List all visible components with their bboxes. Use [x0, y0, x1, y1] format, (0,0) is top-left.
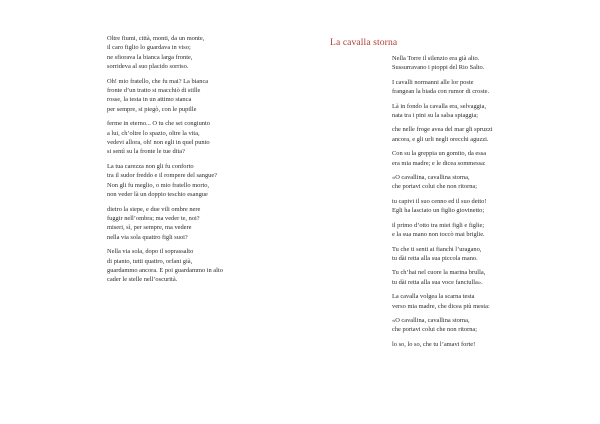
verse-line: lo so, lo so, che tu l’amavi forte! [392, 340, 476, 348]
verse-line: nata tra i pini su la salsa spiaggia; [392, 112, 479, 120]
stanza [392, 340, 592, 349]
right-poem-text [392, 54, 592, 354]
stanza [107, 77, 297, 115]
stanza [392, 102, 592, 121]
stanza [392, 316, 592, 335]
verse-line: Con su la greppia un gomito, da essa [392, 150, 487, 158]
verse-line: non veder là un doppio teschio esangue [107, 191, 208, 199]
verse-line: che portavi colui che non ritorna; [392, 183, 478, 191]
stanza [392, 245, 592, 264]
verse-line: fuggir nell’ombra; ma veder te, noi? [107, 214, 200, 222]
verse-line: tu dài retta alla sua voce fanciulla». [392, 278, 483, 286]
verse-line: che nelle froge avea del mar gli spruzzi [392, 126, 493, 134]
verse-line: tu capivi il suo cenno ed il suo detto! [392, 197, 487, 205]
verse-line: La cavalla volgea la scarna testa [392, 293, 475, 301]
verse-line: nella via sola quattro figli suoi? [107, 233, 188, 241]
verse-line: Oh! mio fratello, che fu mai? La bianca [107, 77, 209, 85]
left-poem-text [107, 34, 297, 290]
verse-line: il primo d’otto tra miei figli e figlie; [392, 221, 485, 229]
verse-line: era mia madre; e le dicea sommessa: [392, 159, 486, 167]
verse-line: Sussurravano i pioppi del Rio Salto. [392, 64, 485, 72]
stanza [392, 78, 592, 97]
verse-line: dietro la siepe, e due vili ombre nere [107, 205, 201, 213]
verse-line: I cavalli normanni alle lor poste [392, 78, 474, 86]
stanza [392, 292, 592, 311]
verse-line: ancora, e gli urli negli orecchi aguzzi. [392, 135, 489, 143]
stanza [107, 34, 297, 72]
verse-line: cader le stelle nell’oscurità. [107, 276, 178, 284]
stanza [392, 125, 592, 144]
verse-line: si sentì su la fronte le tue dita? [107, 148, 185, 156]
verse-line: guardammo ancora. E poi guardammo in alto [107, 266, 223, 274]
verse-line: Là in fondo la cavalla era, selvaggia, [392, 102, 487, 110]
stanza [392, 149, 592, 168]
stanza [392, 197, 592, 216]
poem-title: La cavalla storna [330, 37, 398, 48]
stanza [107, 205, 297, 243]
verse-line: «O cavallina, cavallina storna, [392, 174, 470, 182]
verse-line: vedevi allora, oh! non egli in quel punto [107, 139, 210, 147]
verse-line: sorrideva al suo placido sorriso. [107, 63, 189, 71]
verse-line: «O cavallina, cavallina storna, [392, 316, 470, 324]
verse-line: tra il sudor freddo e il rompere del sangue? [107, 172, 218, 180]
stanza [392, 221, 592, 240]
verse-line: Egli ha lasciato un figlio giovinetto; [392, 207, 485, 215]
verse-line: che portavi colui che non ritorna; [392, 326, 478, 334]
stanza [107, 119, 297, 157]
stanza [392, 173, 592, 192]
verse-line: e la sua mano non toccò mai briglie. [392, 231, 485, 239]
verse-line: il caro figlio lo guardava in viso; [107, 44, 191, 52]
verse-line: per sempre, si piegò, con le pupille [107, 105, 197, 113]
verse-line: fronte d’un tratto si macchiò di stille [107, 87, 201, 95]
verse-line: tu dài retta alla sua piccola mano. [392, 254, 478, 262]
verse-line: miseri, sì, per sempre, ma vedere [107, 224, 192, 232]
stanza [107, 162, 297, 200]
verse-line: ne sfiorava la bianca larga fronte, [107, 53, 193, 61]
verse-line: ferme in eterno... O tu che sei congiunto [107, 120, 210, 128]
verse-line: Nella via sola, dopo il soprassalto [107, 248, 194, 256]
verse-line: La tua carezza non gli fu conforto [107, 162, 194, 170]
verse-line: a lui, ch’oltre lo spazio, oltre la vita, [107, 129, 200, 137]
verse-line: Non gli fu meglio, o mio fratello morto, [107, 181, 210, 189]
verse-line: Oltre fiumi, città, monti, da un monte, [107, 35, 205, 42]
verse-line: rosse, la testa in un attimo stanca [107, 96, 192, 104]
verse-line: Nella Torre il silenzio era già alto. [392, 55, 480, 62]
stanza [392, 54, 592, 73]
verse-line: Tu ch’hai nel cuore la marina brulla, [392, 269, 486, 277]
verse-line: Tu che ti senti ai fianchi l’uragano, [392, 245, 482, 253]
stanza [392, 268, 592, 287]
verse-line: di pianto, tutti quattro, orfani già, [107, 257, 193, 265]
verse-line: verso mia madre, che dicea più mesta: [392, 302, 490, 310]
stanza [107, 247, 297, 285]
verse-line: frangean la biada con rumor di croste. [392, 88, 490, 96]
